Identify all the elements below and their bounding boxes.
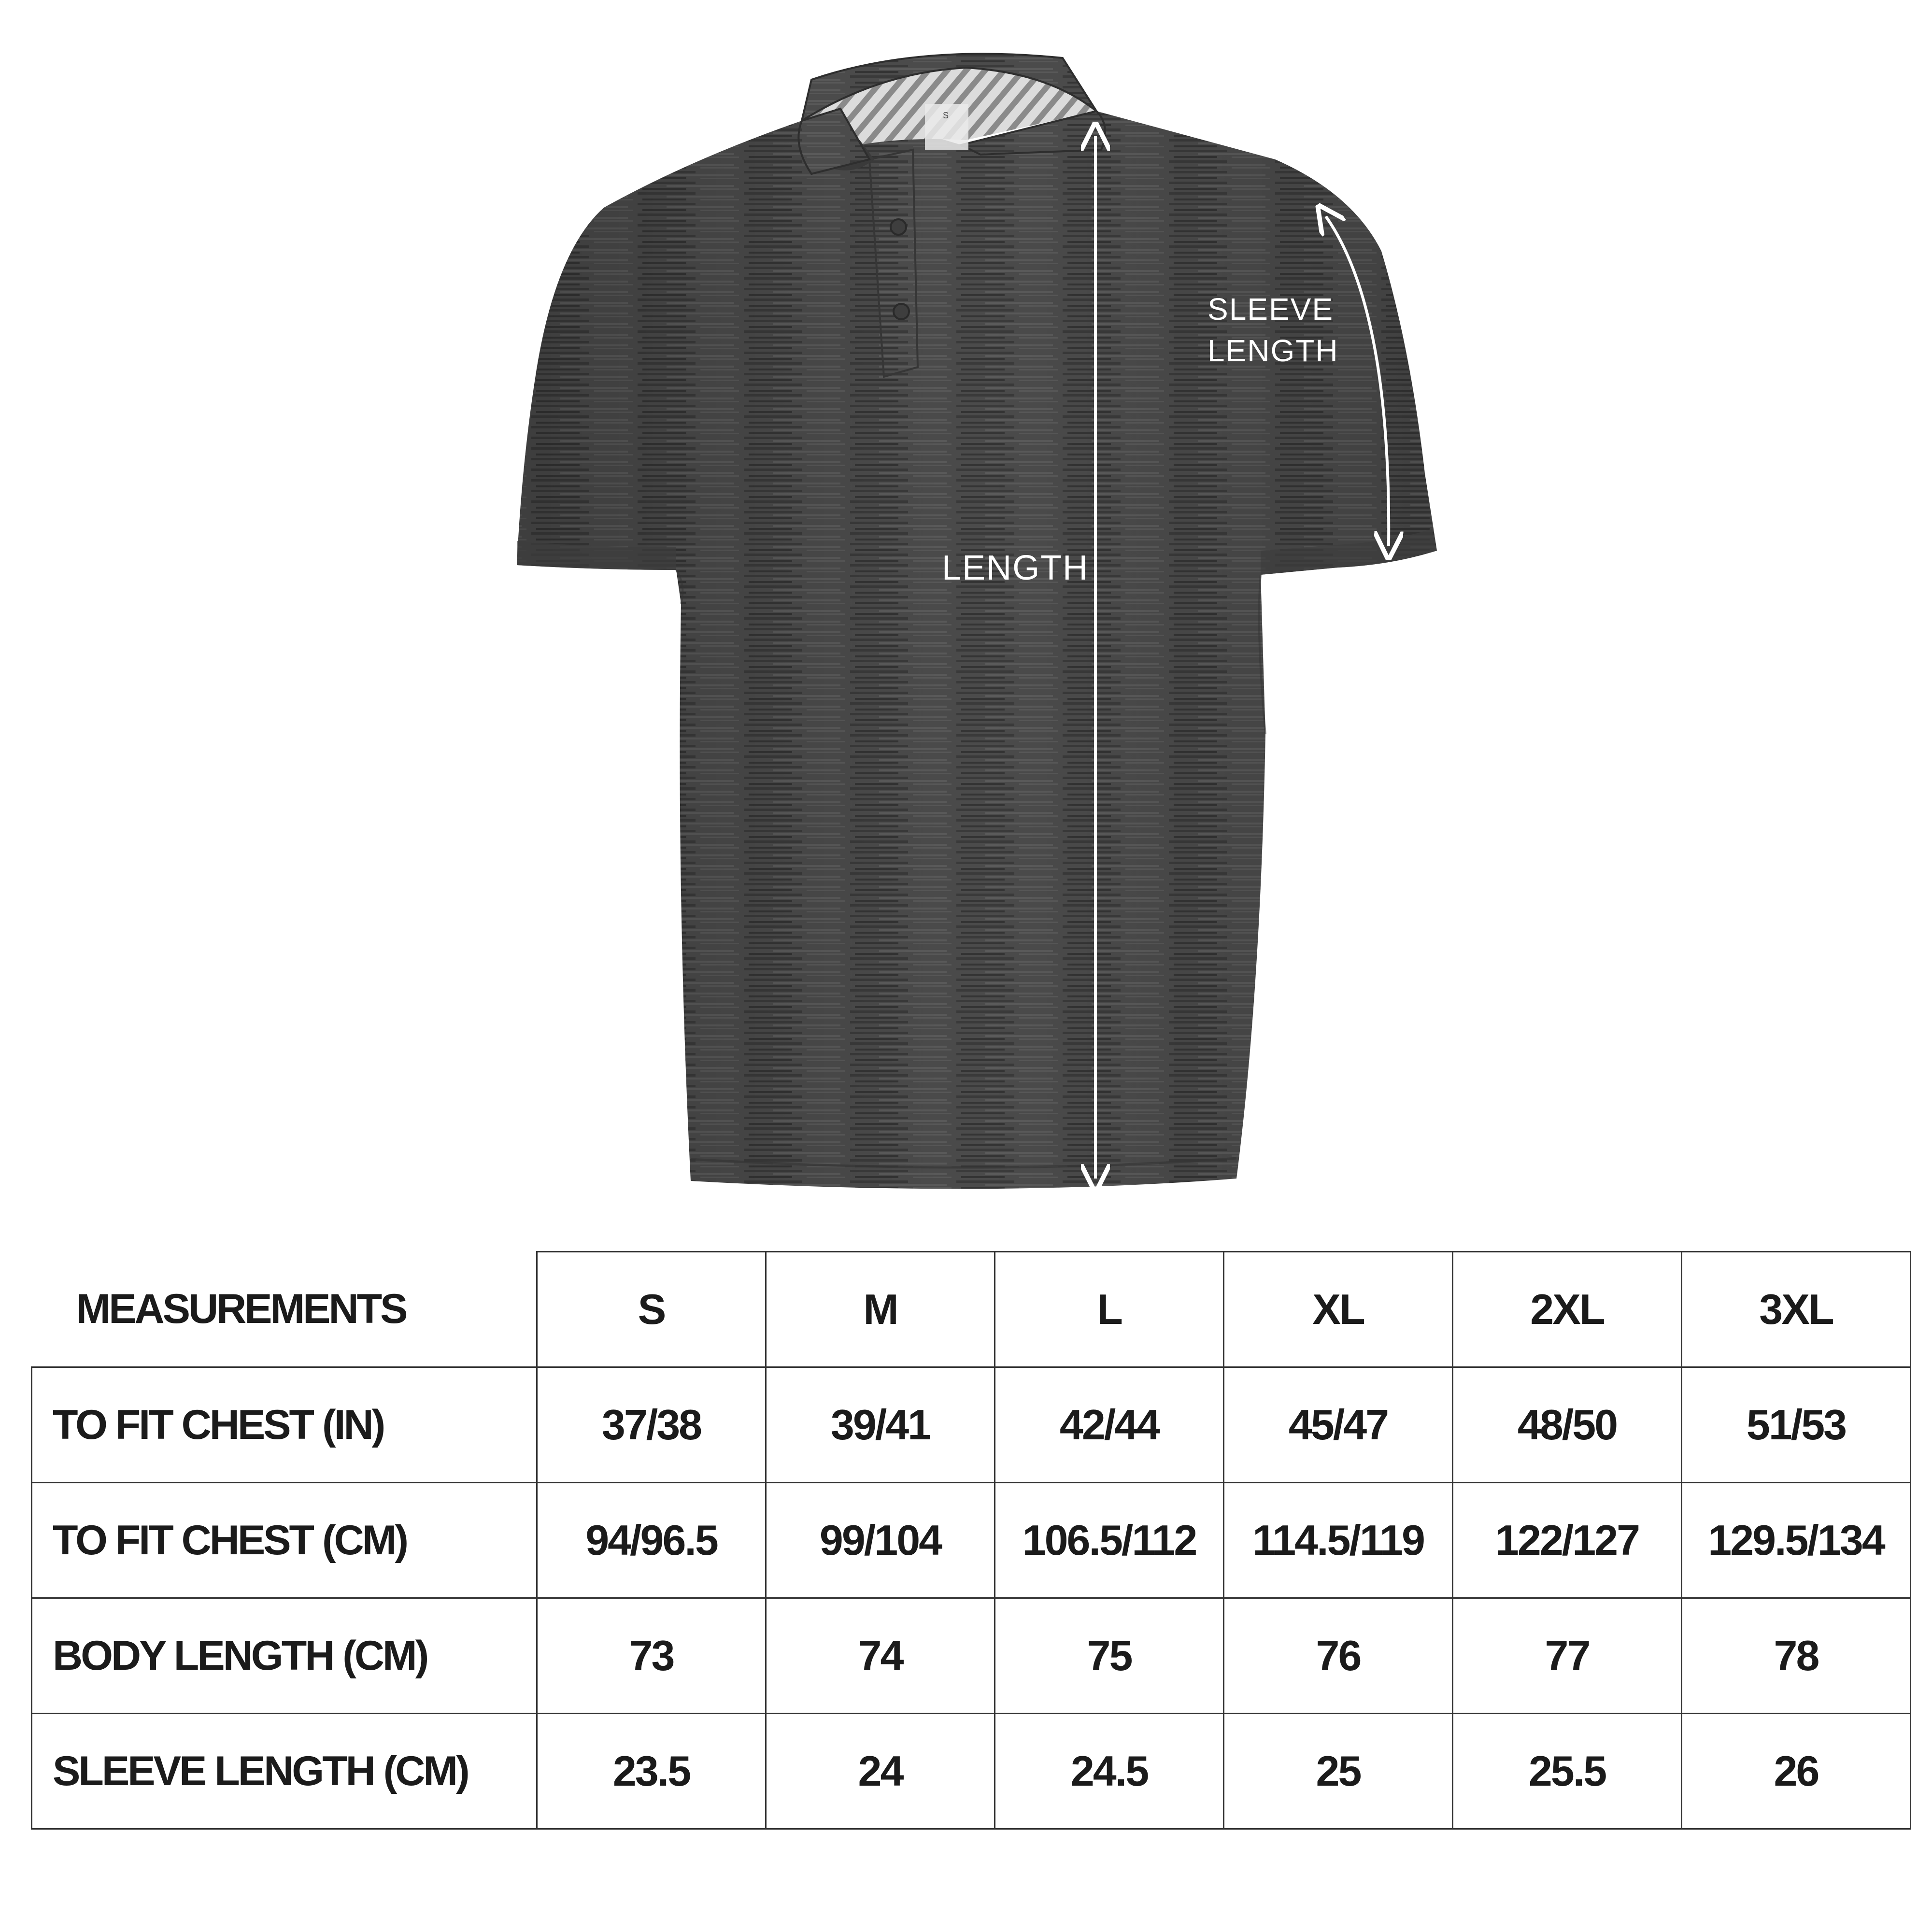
table-cell: 77 (1453, 1598, 1682, 1714)
table-cell: 106.5/112 (995, 1483, 1224, 1598)
table-cell: 129.5/134 (1682, 1483, 1911, 1598)
row-label-body-length: BODY LENGTH (CM) (32, 1598, 537, 1714)
table-cell: 51/53 (1682, 1367, 1911, 1483)
button (891, 219, 906, 235)
table-cell: 24.5 (995, 1714, 1224, 1829)
table-cell: 74 (766, 1598, 995, 1714)
table-row (32, 1598, 1911, 1714)
button (894, 304, 909, 319)
table-cell: 37/38 (537, 1367, 766, 1483)
size-header-s: S (537, 1252, 766, 1367)
table-cell: 39/41 (766, 1367, 995, 1483)
table-cell: 75 (995, 1598, 1224, 1714)
row-label-chest-cm: TO FIT CHEST (CM) (32, 1483, 537, 1598)
table-cell: 78 (1682, 1598, 1911, 1714)
sleeve-length-label-line2: LENGTH (1208, 333, 1339, 368)
table-cell: 45/47 (1224, 1367, 1453, 1483)
row-label-sleeve-length: SLEEVE LENGTH (CM) (32, 1714, 537, 1829)
size-header-2xl: 2XL (1453, 1252, 1682, 1367)
measurements-header: MEASUREMENTS (32, 1252, 537, 1367)
table-cell: 25 (1224, 1714, 1453, 1829)
table-cell: 26 (1682, 1714, 1911, 1829)
table-cell: 94/96.5 (537, 1483, 766, 1598)
table-cell: 48/50 (1453, 1367, 1682, 1483)
size-header-l: L (995, 1252, 1224, 1367)
length-label: LENGTH (942, 549, 1089, 587)
table-row (32, 1483, 1911, 1598)
table-cell: 114.5/119 (1224, 1483, 1453, 1598)
shirt-body (517, 109, 1437, 1189)
size-header-m: M (766, 1252, 995, 1367)
collar-tag-text: S (942, 111, 949, 120)
row-label-chest-in: TO FIT CHEST (IN) (32, 1367, 537, 1483)
size-chart-table (31, 1251, 1911, 1830)
size-header-3xl: 3XL (1682, 1252, 1911, 1367)
size-header-xl: XL (1224, 1252, 1453, 1367)
table-header-row (32, 1252, 1911, 1367)
table-cell: 24 (766, 1714, 995, 1829)
table-cell: 76 (1224, 1598, 1453, 1714)
table-cell: 23.5 (537, 1714, 766, 1829)
table-row (32, 1367, 1911, 1483)
table-cell: 99/104 (766, 1483, 995, 1598)
table-cell: 73 (537, 1598, 766, 1714)
table-row (32, 1714, 1911, 1829)
sleeve-length-label-line1: SLEEVE (1208, 292, 1334, 327)
table-cell: 25.5 (1453, 1714, 1682, 1829)
table-cell: 122/127 (1453, 1483, 1682, 1598)
table-cell: 42/44 (995, 1367, 1224, 1483)
